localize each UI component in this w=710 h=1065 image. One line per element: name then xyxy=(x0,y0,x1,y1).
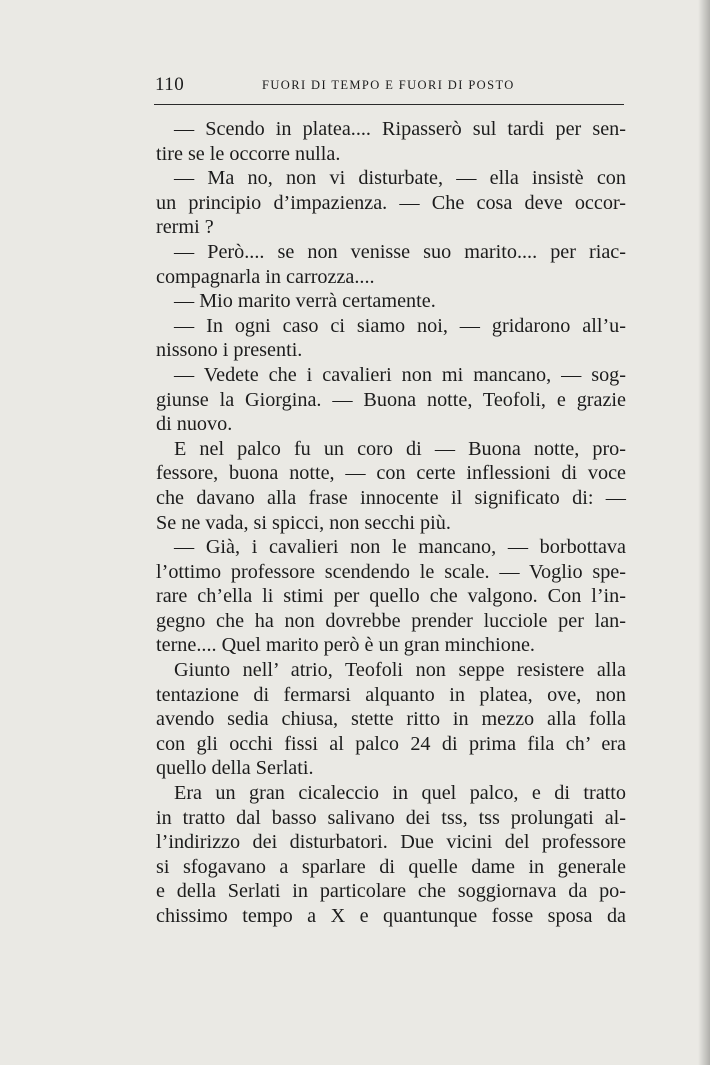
text-line: si sfogavano a sparlare di quelle dame in generale xyxy=(156,855,626,878)
text-line: nissono i presenti. xyxy=(156,339,303,362)
text-line: l’ottimo professore scendendo le scale. — Voglio spe- xyxy=(156,560,626,583)
text-line: tire se le occorre nulla. xyxy=(156,142,341,165)
text-line: rermi ? xyxy=(156,216,214,239)
text-line: di nuovo. xyxy=(156,413,233,436)
text-line: — Però.... se non venisse suo marito.... per riac- xyxy=(174,240,626,263)
text-line: — Vedete che i cavalieri non mi mancano, — sog- xyxy=(174,363,626,386)
text-line: — Già, i cavalieri non le mancano, — borbottava xyxy=(174,536,626,559)
text-line: Era un gran cicaleccio in quel palco, e di tratto xyxy=(174,782,626,805)
text-line: un principio d’impazienza. — Che cosa deve occor- xyxy=(156,191,626,214)
running-title: FUORI DI TEMPO E FUORI DI POSTO xyxy=(262,78,515,92)
text-line: terne.... Quel marito però è un gran minchione. xyxy=(156,634,535,657)
text-line: — Scendo in platea.... Ripasserò sul tardi per sen- xyxy=(174,118,626,140)
page-edge-shadow xyxy=(698,0,710,1065)
text-line: che davano alla frase innocente il significato di: — xyxy=(156,486,626,509)
text-line: — Mio marito verrà certamente. xyxy=(174,290,436,313)
text-line: — Ma no, non vi disturbate, — ella insistè con xyxy=(174,167,626,190)
text-line: chissimo tempo a X e quantunque fosse sposa da xyxy=(156,905,626,927)
text-line: rare ch’ella li stimi per quello che valgono. Con l’in- xyxy=(156,585,626,608)
page-number: 110 xyxy=(155,74,185,95)
text-line: con gli occhi fissi al palco 24 di prima fila ch’ era xyxy=(156,732,626,755)
text-line: e della Serlati in particolare che soggiornava da po- xyxy=(156,880,626,903)
text-line: compagnarla in carrozza.... xyxy=(156,265,375,288)
text-line: fessore, buona notte, — con certe inflessioni di voce xyxy=(156,462,626,485)
text-line: tentazione di fermarsi alquanto in platea, ove, non xyxy=(156,683,626,706)
text-line: avendo sedia chiusa, stette ritto in mezzo alla folla xyxy=(156,708,626,731)
text-line: Giunto nell’ atrio, Teofoli non seppe resistere alla xyxy=(174,659,626,682)
text-line: E nel palco fu un coro di — Buona notte, pro- xyxy=(174,437,626,460)
text-line: quello della Serlati. xyxy=(156,757,314,780)
body-text xyxy=(156,117,626,929)
header-rule xyxy=(154,104,624,105)
text-line: — In ogni caso ci siamo noi, — gridarono all’u- xyxy=(174,314,626,337)
text-line: l’indirizzo dei disturbatori. Due vicini del professore xyxy=(156,831,626,854)
text-line: giunse la Giorgina. — Buona notte, Teofoli, e grazie xyxy=(156,388,626,411)
text-line: Se ne vada, si spicci, non secchi più. xyxy=(156,511,451,534)
text-line: gegno che ha non dovrebbe prender lucciole per lan- xyxy=(156,609,626,632)
text-line: in tratto dal basso salivano dei tss, tss prolungati al- xyxy=(156,806,626,829)
